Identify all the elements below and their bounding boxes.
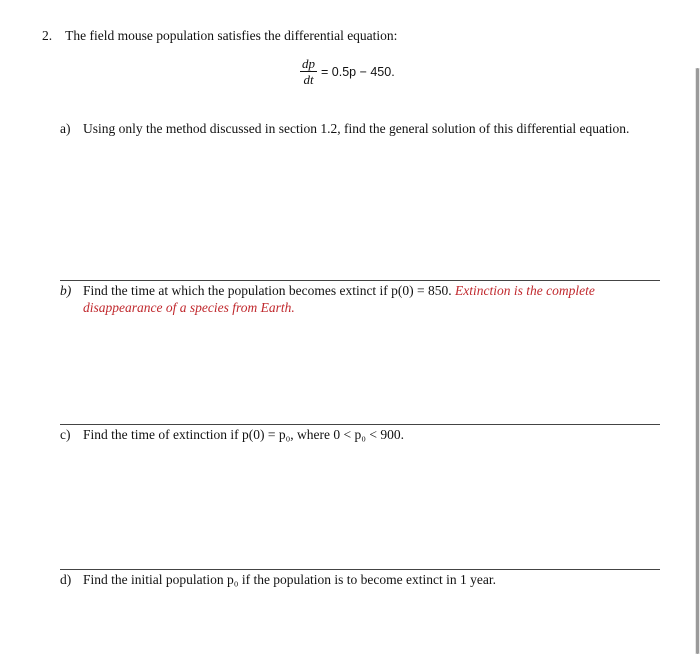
fraction-numerator: dp [302, 56, 315, 71]
fraction-denominator: dt [303, 72, 314, 87]
part-d-label: d) [60, 572, 72, 587]
part-a-text: Using only the method discussed in section 1.2, find the general solution of this differential equation. [83, 121, 630, 136]
question-text: The field mouse population satisfies the differential equation: [65, 28, 398, 43]
extinction-note: Extinction is the complete disappearance of a species from Earth. [83, 283, 595, 315]
divider-line [60, 424, 660, 425]
part-d [60, 571, 662, 588]
part-c-text: Find the time of extinction if p(0) = p₀, where 0 < p₀ < 900. [83, 427, 404, 442]
derivative-fraction [300, 56, 317, 87]
divider-line [60, 569, 660, 570]
differential-equation [300, 56, 395, 87]
divider-line [60, 280, 660, 281]
part-c [60, 426, 662, 443]
part-d-text: Find the initial population p₀ if the population is to become extinct in 1 year. [83, 572, 497, 587]
part-a-label: a) [60, 121, 71, 136]
part-b-text: Find the time at which the population becomes extinct if p(0) = 850. [83, 283, 452, 298]
question-number: 2. [42, 28, 53, 43]
scrollbar-thumb[interactable] [696, 68, 699, 654]
part-b-label: b) [60, 283, 72, 298]
part-a [60, 120, 662, 137]
question-header [42, 28, 397, 44]
equation-rhs: = 0.5p − 450. [321, 64, 395, 79]
part-b [60, 282, 662, 316]
part-c-label: c) [60, 427, 71, 442]
